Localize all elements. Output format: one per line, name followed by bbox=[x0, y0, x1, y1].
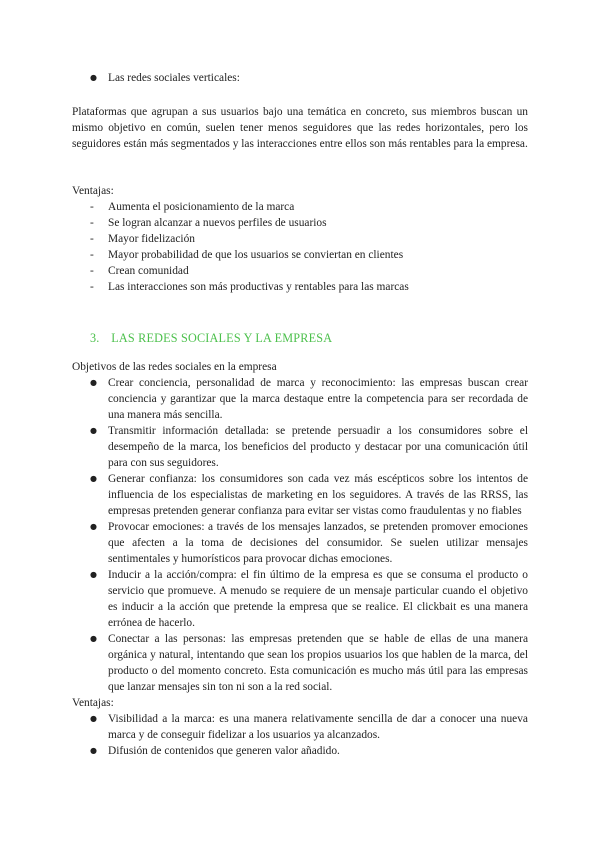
list-item: ● Las redes sociales verticales: bbox=[72, 70, 528, 86]
list-item: ● Crear conciencia, personalidad de marca y reconocimiento: las empresas buscan crear conciencia y garantizar que la marca destaque entre la competencia para ser recordada de una manera más sencilla. bbox=[72, 375, 528, 423]
section-heading bbox=[90, 330, 332, 346]
objetivos-label: Objetivos de las redes sociales en la empresa bbox=[72, 361, 277, 373]
list-item: ● Inducir a la acción/compra: el fin último de la empresa es que se consuma el producto o servicio que promueve. A menudo se requiere de un mensaje particular cuando el objetivo es inducir a la acción que pretende la empresa que se realice. El clickbait es una manera errónea de hacerlo. bbox=[72, 567, 528, 631]
section-number: 3. bbox=[90, 331, 100, 345]
list-item: - Se logran alcanzar a nuevos perfiles de usuarios bbox=[72, 215, 528, 231]
ventajas-list bbox=[72, 199, 528, 295]
ventajas-section-1 bbox=[72, 183, 528, 295]
list-item: ● Generar confianza: los consumidores son cada vez más escépticos sobre los intentos de influencia de los especialistas de marketing en los seguidores. A través de las RRSS, las empresas pretenden generar confianza para evitar ser vistas como fraudulentas y no fiables bbox=[72, 471, 528, 519]
list-item: - Mayor probabilidad de que los usuarios se conviertan en clientes bbox=[72, 247, 528, 263]
list-item: - Las interacciones son más productivas y rentables para las marcas bbox=[72, 279, 528, 295]
list-item: - Mayor fidelización bbox=[72, 231, 528, 247]
objetivos-list bbox=[72, 375, 528, 695]
intro-bullet-list bbox=[72, 70, 528, 86]
intro-paragraph: Plataformas que agrupan a sus usuarios bajo una temática en concreto, sus miembros buscan un mismo objetivo en común, suelen tener menos seguidores que las redes horizontales, pero los seguidores están más segmentados y las interacciones entre ellos son más rentables para la empresa. bbox=[72, 106, 528, 150]
list-item: - Aumenta el posicionamiento de la marca bbox=[72, 199, 528, 215]
section-title: LAS REDES SOCIALES Y LA EMPRESA bbox=[111, 331, 333, 345]
list-item: - Crean comunidad bbox=[72, 263, 528, 279]
ventajas-label: Ventajas: bbox=[72, 185, 114, 197]
ventajas-label: Ventajas: bbox=[72, 697, 114, 709]
objetivos-section bbox=[72, 359, 528, 759]
list-item: ● Provocar emociones: a través de los mensajes lanzados, se pretenden promover emociones que afecten a la toma de decisiones del consumidor. Se suelen utilizar mensajes sentimentales y humorísticos para provocar dichas emociones. bbox=[72, 519, 528, 567]
list-item: ● Visibilidad a la marca: es una manera relativamente sencilla de dar a conocer una nueva marca y de conseguir fidelizar a los usuarios ya alcanzados. bbox=[72, 711, 528, 743]
ventajas-list bbox=[72, 711, 528, 759]
list-item: ● Transmitir información detallada: se pretende persuadir a los consumidores sobre el desempeño de la marca, los beneficios del producto y destacar por una comunicación útil para con sus seguidores. bbox=[72, 423, 528, 471]
list-item: ● Conectar a las personas: las empresas pretenden que se hable de ellas de una manera orgánica y natural, intentando que sean los propios usuarios los que hablen de la marca, del producto o del momento concreto. Esta comunicación es mucho más útil para las empresas que lanzar mensajes sin ton ni son a la red social. bbox=[72, 631, 528, 695]
list-item: ● Difusión de contenidos que generen valor añadido. bbox=[72, 743, 528, 759]
